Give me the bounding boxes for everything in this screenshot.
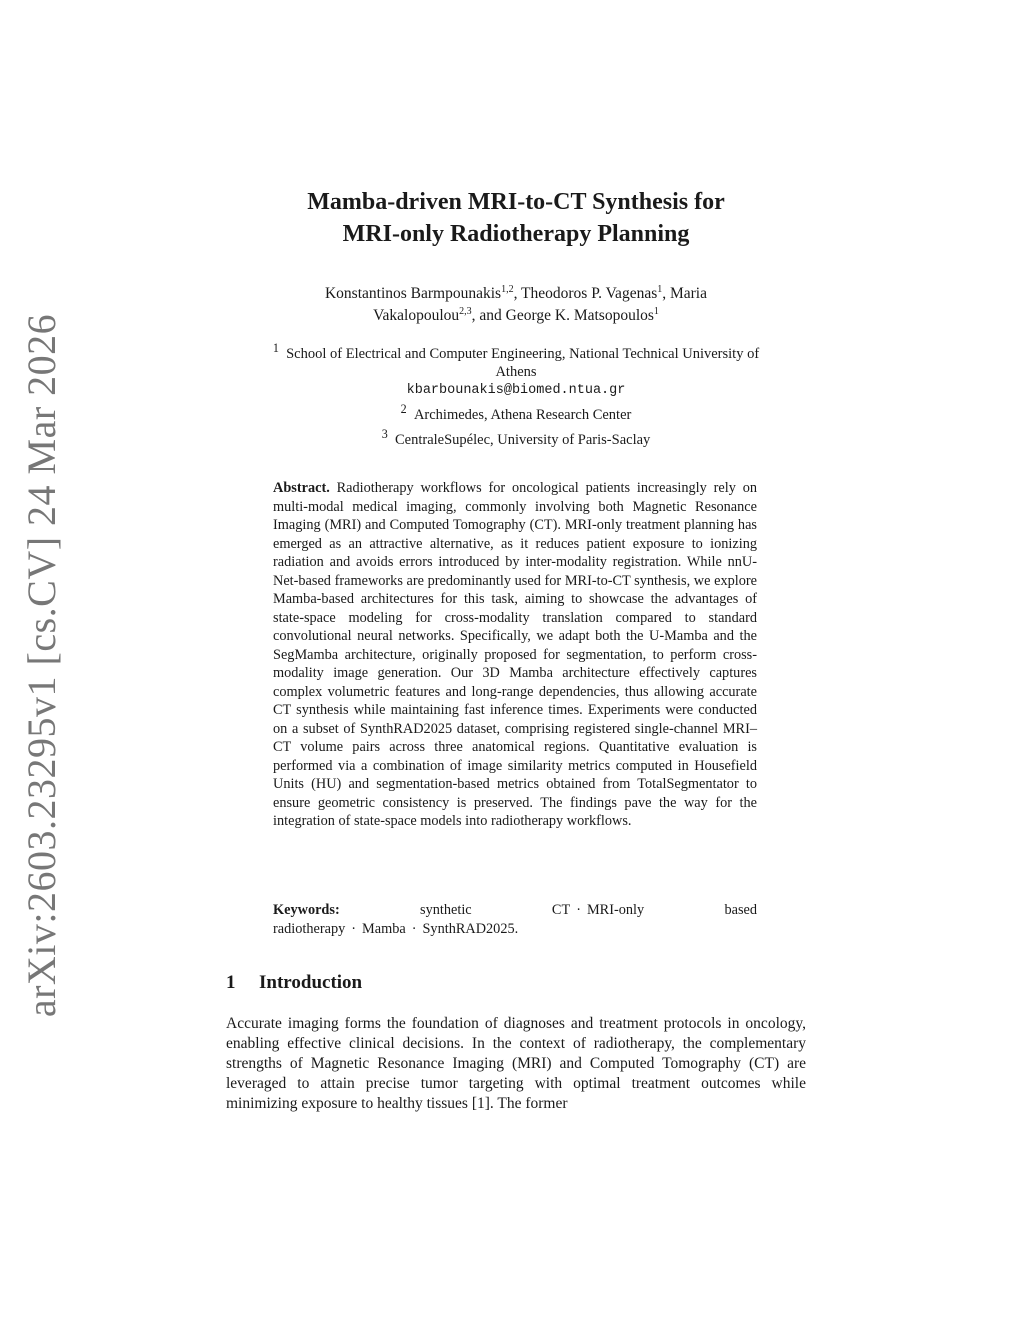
author-list <box>226 283 806 327</box>
author-1: Konstantinos Barmpounakis <box>324 285 502 302</box>
keywords-label: Keywords: <box>273 902 340 918</box>
arxiv-identifier-stamp <box>12 313 72 1017</box>
abstract-label: Abstract. <box>273 480 330 496</box>
keyword-separator: · <box>411 920 417 937</box>
section-heading-introduction <box>226 971 806 995</box>
abstract <box>273 479 757 831</box>
keyword-4: SynthRAD2025. <box>422 920 519 937</box>
author-line-2 <box>226 305 806 327</box>
author-4: , and George K. Matsopoulos <box>471 307 654 324</box>
affiliation-2-marker: 2 <box>400 402 407 417</box>
author-1-affil: 1,2 <box>501 283 514 295</box>
corresponding-email[interactable]: kbarbounakis@biomed.ntua.gr <box>406 382 626 398</box>
affiliation-3 <box>226 425 806 449</box>
author-2: , Theodoros P. Vagenas <box>513 285 658 302</box>
affiliation-1 <box>226 339 806 363</box>
keywords <box>273 901 757 938</box>
author-3-first: , Maria <box>662 285 707 302</box>
author-4-affil: 1 <box>653 305 659 317</box>
arxiv-id-text: arXiv:2603.23295v1 [cs.CV] 24 Mar 2026 <box>19 313 65 1017</box>
title-line-1: Mamba-driven MRI-to-CT Synthesis for <box>307 189 725 215</box>
affiliation-list <box>226 339 806 449</box>
keyword-separator: · <box>576 902 581 918</box>
author-2-affil: 1 <box>657 283 663 295</box>
keyword-1: synthetic CT <box>420 902 571 918</box>
title-line-2: MRI-only Radiotherapy Planning <box>342 221 690 247</box>
paper-title <box>226 186 806 250</box>
author-line-1 <box>226 283 806 305</box>
author-3-last: Vakalopoulou <box>373 307 460 324</box>
abstract-text: Radiotherapy workflows for oncological patients increasingly rely on multi-modal medical imaging, commonly involving both Magnetic Resonance Imaging (MRI) and Computed Tomography (CT). MRI-only treatment planning has emerged as an attractive alternative, as it reduces patient exposure to ionizing radiation and avoids errors introduced by inter-modality registration. While nnU-Net-based frameworks are predominantly used for MRI-to-CT synthesis, we explore Mamba-based architectures for this task, aiming to showcase the advantages of state-space modeling for cross-modality translation compared to standard convolutional neural networks. Specifically, we adapt both the U-Mamba and the SegMamba architecture, originally proposed for segmentation, to perform cross-modality image generation. Our 3D Mamba architecture effectively captures complex volumetric features and long-range dependencies, thus allowing accurate CT synthesis while maintaining fast inference times. Experiments were conducted on a subset of SynthRAD2025 dataset, comprising registered single-channel MRI–CT volume pairs across three anatomical regions. Quantitative evaluation is performed via a combination of image similarity metrics computed in Housefield Units (HU) and segmentation-based metrics obtained from TotalSegmentator to ensure geometric consistency is preserved. The findings pave the way for the integration of state-space models into radiotherapy workflows. <box>273 480 757 829</box>
affiliation-2 <box>226 400 806 424</box>
affiliation-1-marker: 1 <box>272 341 279 355</box>
keyword-2: MRI-only based radiotherapy <box>273 902 757 937</box>
affiliation-1-line-1: School of Electrical and Computer Engineering, National Technical University of <box>286 345 760 362</box>
affiliation-3-text: CentraleSupélec, University of Paris-Saclay <box>395 431 651 448</box>
affiliation-2-text: Archimedes, Athena Research Center <box>413 407 632 424</box>
keyword-separator: · <box>351 920 357 937</box>
affiliation-3-marker: 3 <box>381 426 388 441</box>
section-number: 1 <box>226 972 236 993</box>
introduction-paragraph: Accurate imaging forms the foundation of diagnoses and treatment protocols in oncology, enabling effective clinical decisions. In the context of radiotherapy, the complementary strengths of Magnetic Resonance Imaging (MRI) and Computed Tomography (CT) are leveraged to attain precise tumor targeting with optimal treatment outcomes while minimizing exposure to healthy tissues [1]. The former <box>226 1015 806 1112</box>
affiliation-1-line-2: Athens <box>495 364 537 381</box>
keyword-3: Mamba <box>362 920 406 937</box>
author-3-affil: 2,3 <box>459 305 472 317</box>
section-title: Introduction <box>259 972 363 993</box>
